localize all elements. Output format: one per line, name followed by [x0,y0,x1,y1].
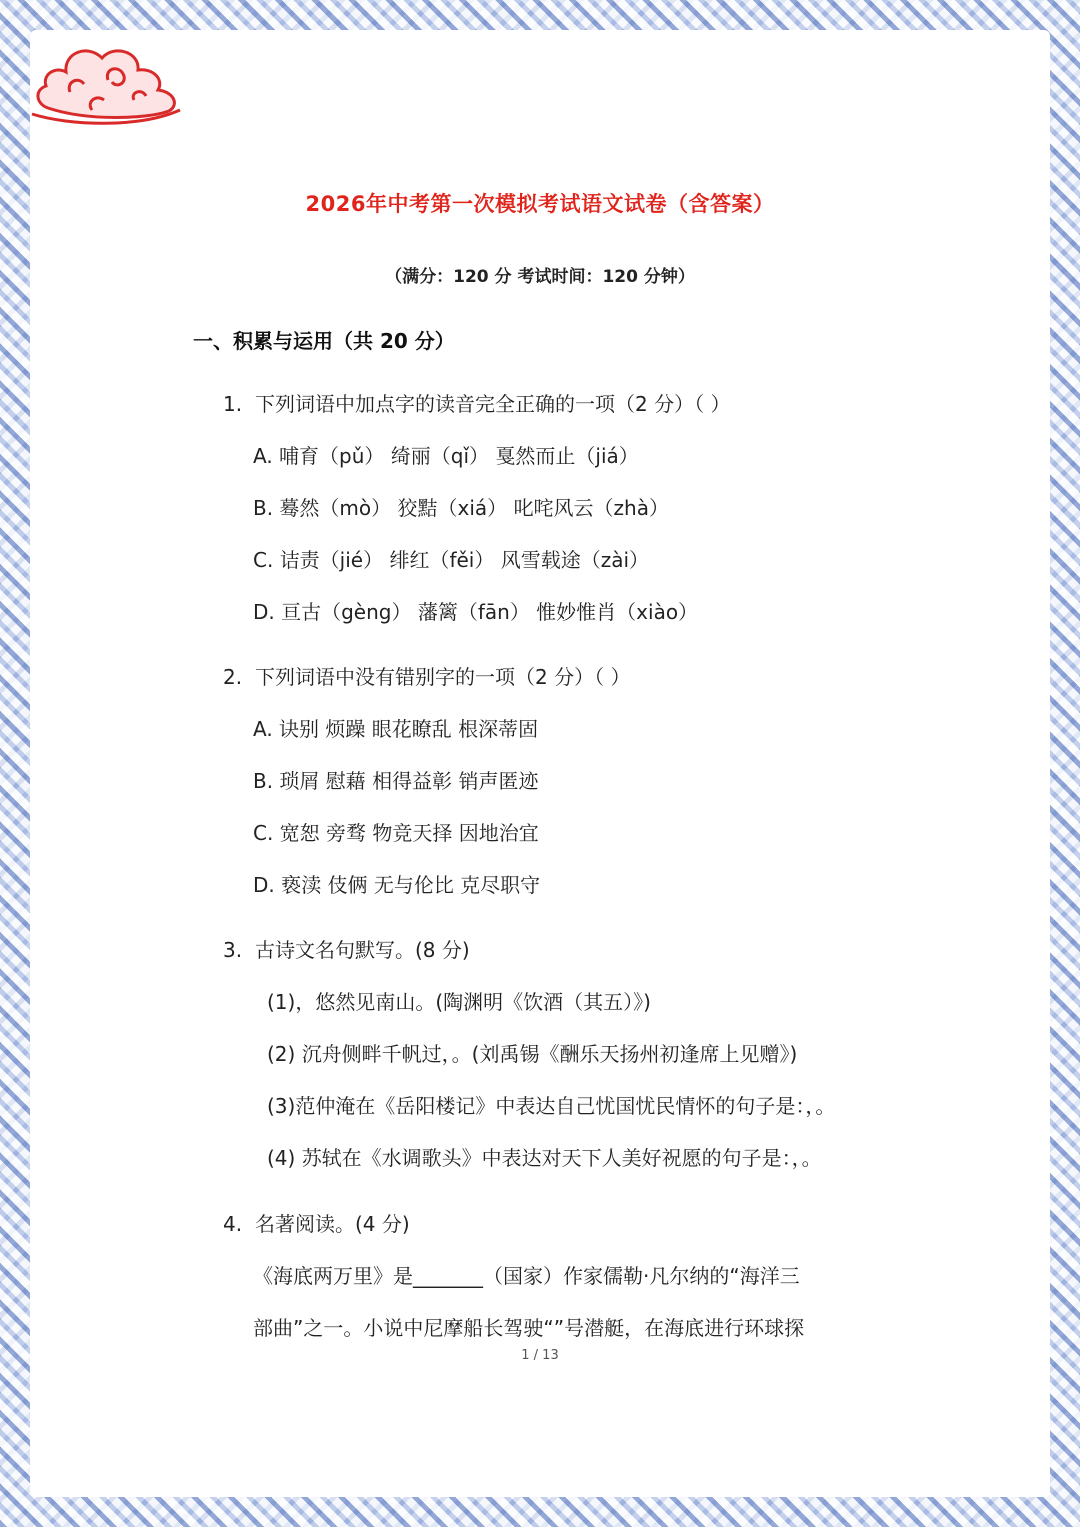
page-number: 1 / 13 [521,1348,559,1363]
option-c: C. 诘责（jié） 绯红（fěi） 风雪载途（zài） [253,548,650,572]
question-3 [223,936,470,964]
question-number: 3. [223,938,243,962]
sub-question-2: (2) 沉舟侧畔千帆过，。(刘禹锡《酬乐天扬州初逢席上见赠》) [267,1042,798,1066]
question-text: 古诗文名句默写。(8 分) [255,938,470,962]
option-d: D. 亘古（gèng） 藩篱（fān） 惟妙惟肖（xiào） [253,600,699,624]
option-c: C. 宽恕 旁骛 物竞天择 因地治宜 [253,821,539,845]
option-a: A. 哺育（pǔ） 绮丽（qǐ） 戛然而止（jiá） [253,444,639,468]
exam-info: （满分：120 分 考试时间：120 分钟） [385,267,695,287]
question-number: 2. [223,665,243,689]
option-a: A. 诀别 烦躁 眼花瞭乱 根深蒂固 [253,717,539,741]
question-text: 下列词语中加点字的读音完全正确的一项（2 分）（ ） [255,392,731,416]
auspicious-cloud-icon [30,30,190,140]
exam-title: 2026年中考第一次模拟考试语文试卷（含答案） [305,192,775,216]
paragraph-line: 《海底两万里》是_______（国家）作家儒勒·凡尔纳的“海洋三 [253,1264,800,1288]
section-heading: 一、积累与运用（共 20 分） [193,329,455,353]
option-b: B. 蓦然（mò） 狡黠（xiá） 叱咤风云（zhà） [253,496,669,520]
question-number: 1. [223,392,243,416]
paragraph-line: 部曲”之一。小说中尼摩船长驾驶“”号潜艇，在海底进行环球探 [253,1316,805,1340]
sub-question-3: (3)范仲淹在《岳阳楼记》中表达自己忧国忧民情怀的句子是：，。 [267,1094,836,1118]
sub-question-4: (4) 苏轼在《水调歌头》中表达对天下人美好祝愿的句子是：，。 [267,1146,822,1170]
question-2 [223,663,630,691]
option-b: B. 琐屑 慰藉 相得益彰 销声匿迹 [253,769,539,793]
sub-question-1: (1)，悠然见南山。(陶渊明《饮酒（其五）》) [267,990,651,1014]
question-text: 下列词语中没有错别字的一项（2 分）（ ） [255,665,631,689]
exam-paper [30,30,1050,1497]
question-4 [223,1210,410,1238]
option-d: D. 亵渎 伎俩 无与伦比 克尽职守 [253,873,541,897]
question-number: 4. [223,1212,243,1236]
question-text: 名著阅读。(4 分) [255,1212,410,1236]
question-1 [223,390,730,418]
